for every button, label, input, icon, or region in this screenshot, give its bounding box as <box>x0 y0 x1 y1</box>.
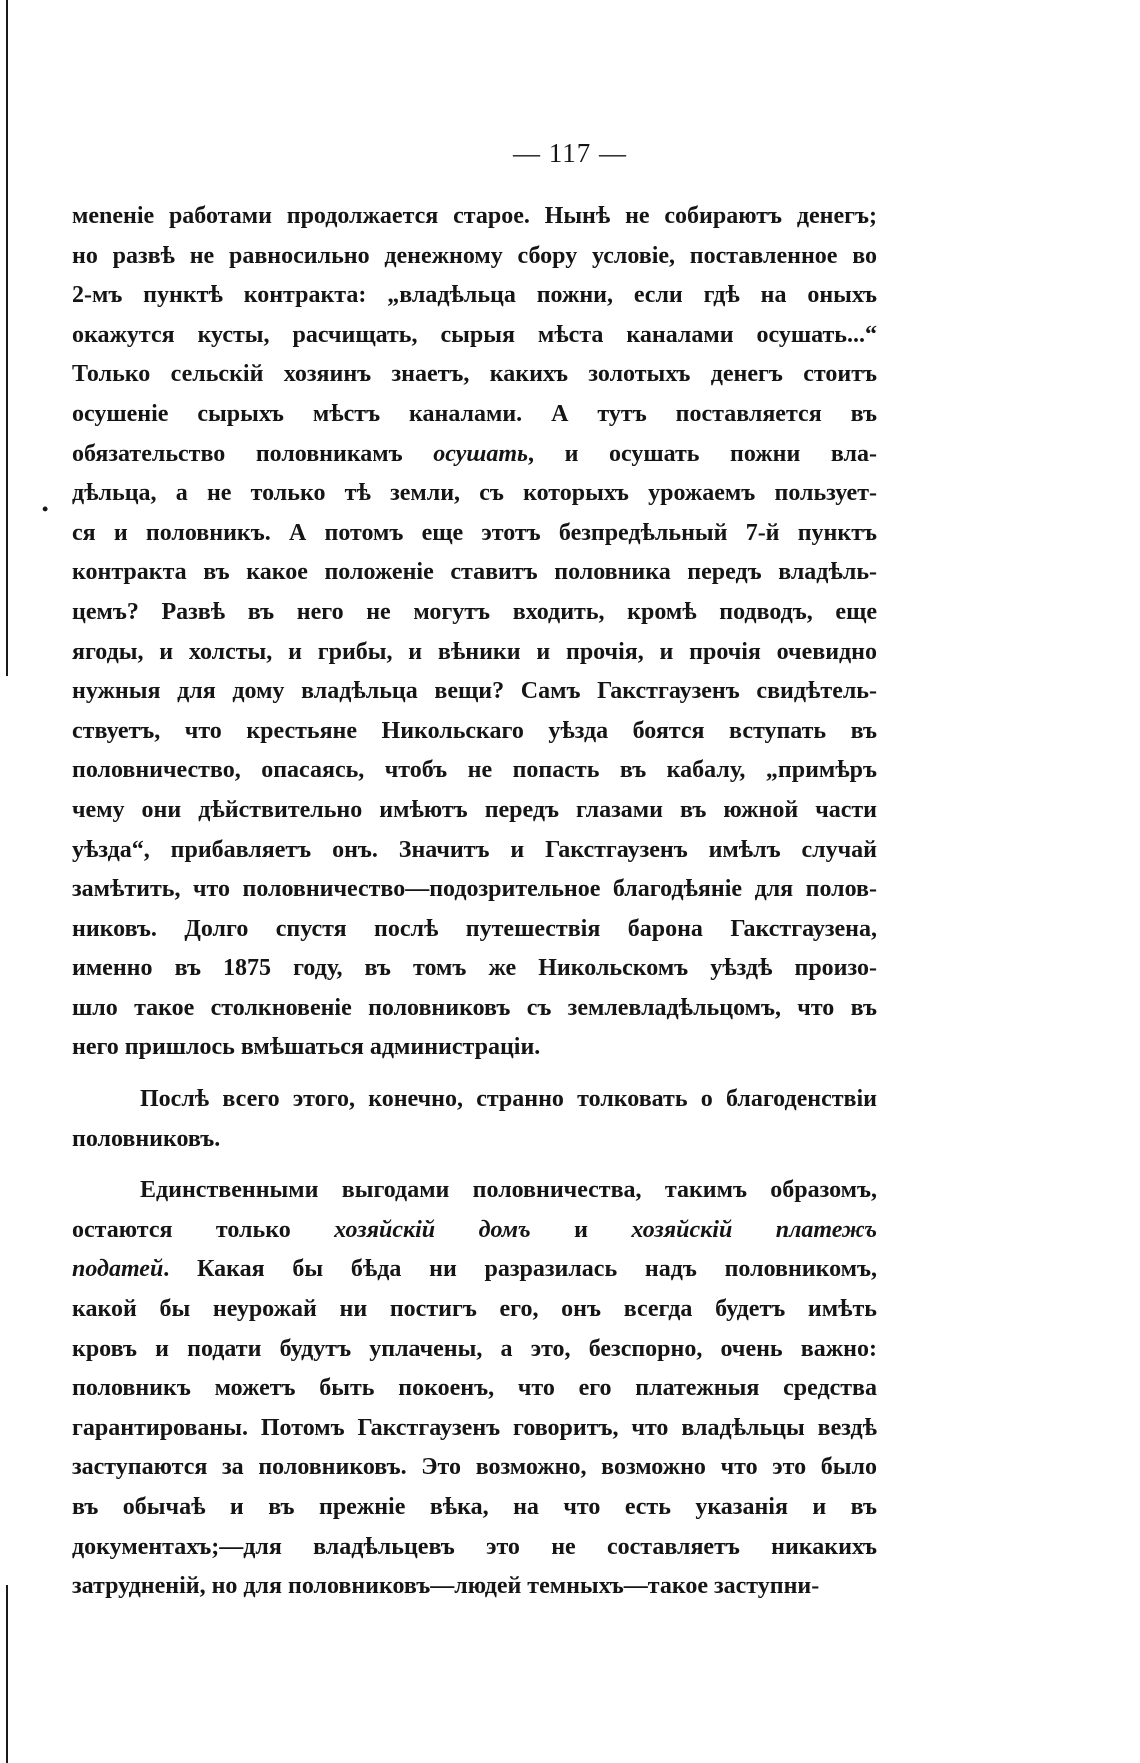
text-line: чему они дѣйствительно имѣютъ передъ глазами въ южной части <box>72 796 877 823</box>
margin-mark: • <box>42 499 49 519</box>
page-edge-rule-lower <box>6 1585 8 1763</box>
text-line: уѣзда“, прибавляетъ онъ. Значитъ и Гакстгаузенъ имѣлъ случай <box>72 836 877 863</box>
text-line: 2-мъ пунктѣ контракта: „владѣльца пожни, если гдѣ на оныхъ <box>72 282 877 309</box>
text-line: Единственными выгодами половничества, такимъ образомъ, <box>140 1177 877 1204</box>
text-line: заступаются за половниковъ. Это возможно, возможно что это было <box>72 1454 877 1481</box>
text-line: окажутся кусты, расчищать, сырыя мѣста каналами осушать...“ <box>72 321 877 348</box>
text-line: Послѣ всего этого, конечно, странно толковать о благоденствіи <box>140 1086 877 1113</box>
text-line: кровъ и подати будутъ уплачены, а это, безспорно, очень важно: <box>72 1335 877 1362</box>
text-line: обязательство половникамъ осушать, и осушать пожни вла- <box>72 440 877 467</box>
text-line: какой бы неурожай ни постигъ его, онъ всегда будетъ имѣть <box>72 1296 877 1323</box>
text-line: цемъ? Развѣ въ него не могутъ входить, кромѣ подводъ, еще <box>72 598 877 625</box>
text-line: Только сельскій хозяинъ знаетъ, какихъ золотыхъ денегъ стоитъ <box>72 361 877 388</box>
text-line: меneніе работами продолжается старое. Нынѣ не собираютъ денегъ; <box>72 203 877 229</box>
text-line: ствуетъ, что крестьяне Никольскаго уѣзда боятся вступать въ <box>72 717 877 744</box>
text-line: половникъ можетъ быть покоенъ, что его платежныя средства <box>72 1375 877 1402</box>
text-line: шло такое столкновеніе половниковъ съ землевладѣльцомъ, что въ <box>72 994 877 1021</box>
text-line: именно въ 1875 году, въ томъ же Никольскомъ уѣздѣ произо- <box>72 955 877 982</box>
text-line: ся и половникъ. А потомъ еще этотъ безпредѣльный 7-й пунктъ <box>72 519 877 546</box>
text-line: документахъ;—для владѣльцевъ это не составляетъ никакихъ <box>72 1533 877 1560</box>
emphasized-text: осушать <box>433 440 528 467</box>
text-line: ягоды, и холсты, и грибы, и вѣники и прочія, и прочія очевидно <box>72 638 877 665</box>
text-line: остаются только хозяйскій домъ и хозяйскій платежъ <box>72 1216 877 1243</box>
page-edge-rule <box>6 0 8 676</box>
paragraph-gap <box>72 1159 877 1171</box>
text-line: гарантированы. Потомъ Гакстгаузенъ говоритъ, что владѣльцы вездѣ <box>72 1414 877 1441</box>
emphasized-text: податей <box>72 1256 164 1283</box>
paragraph-gap <box>72 1068 877 1080</box>
text-line: половниковъ. <box>72 1125 221 1152</box>
text-line: осушеніе сырыхъ мѣстъ каналами. А тутъ поставляется въ <box>72 400 877 427</box>
text-line: но развѣ не равносильно денежному сбору условіе, поставленное во <box>72 242 877 269</box>
text-line: затрудненій, но для половниковъ—людей темныхъ—такое заступни- <box>72 1573 820 1600</box>
text-line: податей. Какая бы бѣда ни разразилась надъ половникомъ, <box>72 1256 877 1283</box>
emphasized-text: хозяйскій платежъ <box>631 1216 877 1243</box>
text-line: нужныя для дому владѣльца вещи? Самъ Гакстгаузенъ свидѣтель- <box>72 678 877 705</box>
text-line: него пришлось вмѣшаться администраціи. <box>72 1034 541 1061</box>
text-line: въ обычаѣ и въ прежніе вѣка, на что есть указанія и въ <box>72 1494 877 1520</box>
body-text <box>72 197 877 1607</box>
text-line: никовъ. Долго спустя послѣ путешествія барона Гакстгаузена, <box>72 915 877 942</box>
text-line: замѣтить, что половничество—подозрительное благодѣяніе для полов- <box>72 876 877 903</box>
text-line: половничество, опасаясь, чтобъ не попасть въ кабалу, „примѣръ <box>72 757 877 784</box>
emphasized-text: хозяйскій домъ <box>334 1216 531 1243</box>
text-line: дѣльца, а не только тѣ земли, съ которыхъ урожаемъ пользует- <box>72 480 877 507</box>
page-number: — 117 — <box>513 138 627 168</box>
text-line: контракта въ какое положеніе ставитъ половника передъ владѣль- <box>72 559 877 586</box>
